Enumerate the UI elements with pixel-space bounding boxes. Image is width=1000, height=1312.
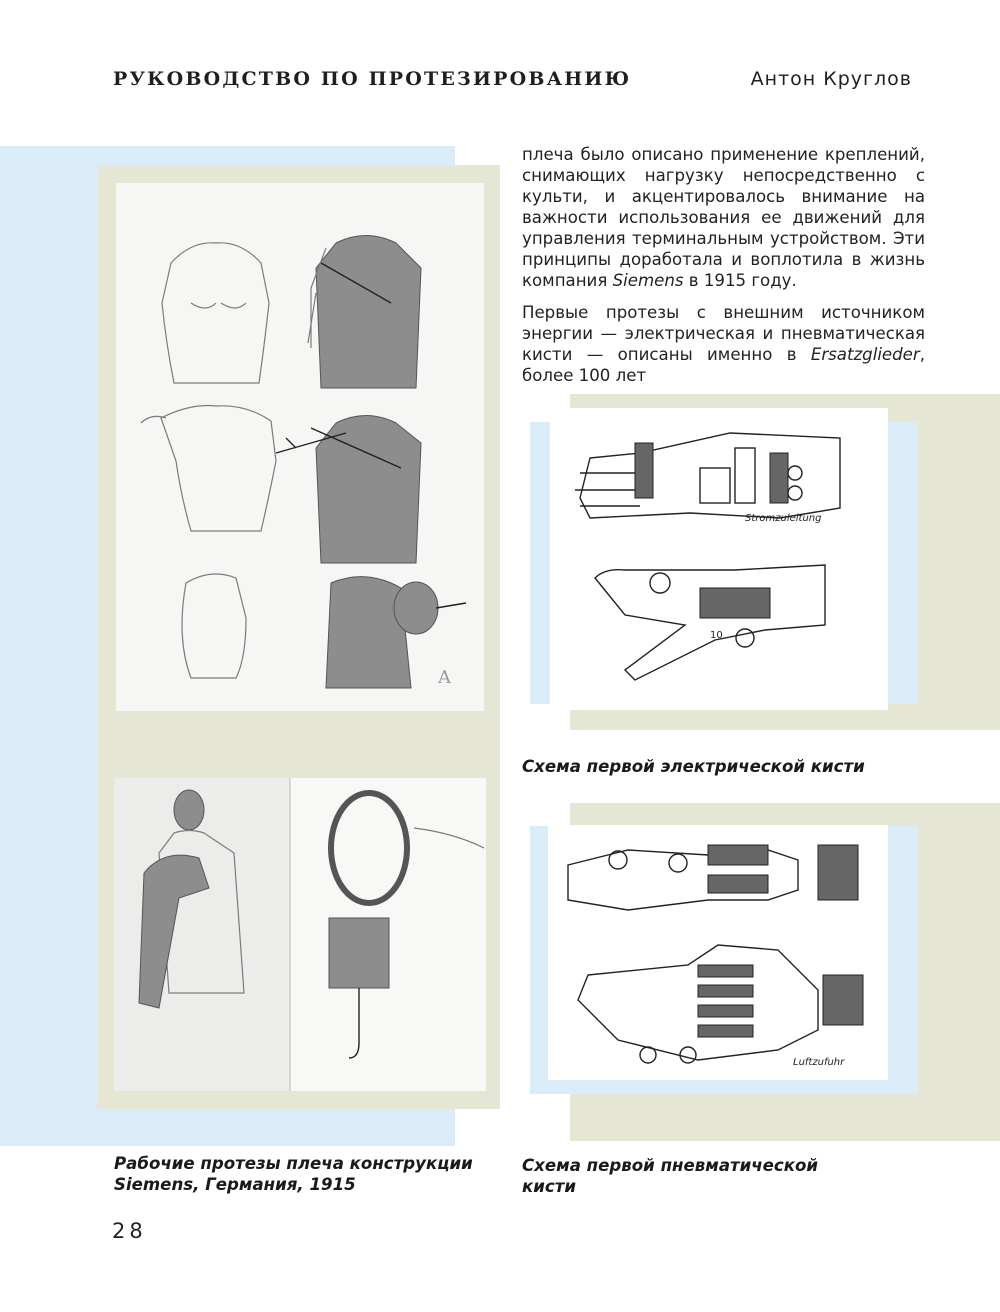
electric-hand-scheme [550, 408, 888, 710]
torso-prosthesis-sketch [116, 183, 484, 711]
page-number: 28 [112, 1219, 147, 1243]
svg-text:10: 10 [710, 630, 723, 641]
caption-pneumatic-hand: Схема первой пневматической кисти [522, 1156, 819, 1196]
svg-text:Stromzuleitung: Stromzuleitung [745, 513, 822, 524]
caption-siemens-prostheses: Рабочие протезы плеча конструкции Siemens, Германия, 1915 [114, 1154, 473, 1194]
running-header-author: Антон Круглов [750, 68, 912, 90]
siemens-prosthesis-sketch [114, 778, 486, 1091]
svg-text:A: A [438, 667, 451, 688]
running-header-title: РУКОВОДСТВО ПО ПРОТЕЗИРОВАНИЮ [113, 68, 632, 90]
paragraph-1: плеча было описано применение креплений, снимающих нагрузку непосредственно с культи, и акцентировалось внимание на важности использования ее движений для управления терминальным устройством. Эти принципы доработала и воплотила в жизнь компания Siemens в 1915 году. [522, 145, 925, 290]
paragraph-2: Первые протезы с внешним источником энергии — электрическая и пневматическая кисти — описаны именно в Ersatzglieder, более 100 лет [522, 303, 925, 385]
svg-text:Luftzufuhr: Luftzufuhr [793, 1057, 845, 1068]
pneumatic-hand-scheme [548, 825, 888, 1080]
body-text [522, 144, 925, 397]
caption-electric-hand: Схема первой электрической кисти [522, 757, 865, 776]
